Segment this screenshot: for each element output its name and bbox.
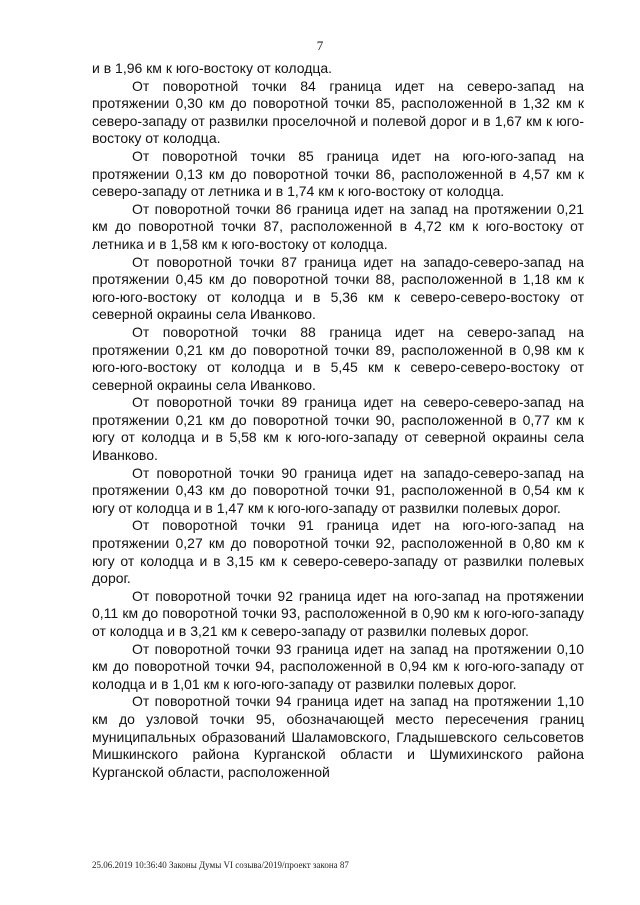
paragraph-point-84: От поворотной точки 84 граница идет на северо-запад на протяжении 0,30 км до поворотной точки 85, расположенной в 1,32 км к северо-западу от развилки проселочной и полевой дорог и в 1,67 км к юго-востоку от колодца.: [92, 77, 584, 147]
paragraph-point-94: От поворотной точки 94 граница идет на запад на протяжении 1,10 км до узловой точки 95, обозначающей место пересечения границ муниципальных образований Шаламовского, Гладышевского сельсоветов Мишкинского района Курганской области и Шумихинского района Курганской области, расположенной: [92, 693, 584, 780]
paragraph-continuation: и в 1,96 км к юго-востоку от колодца.: [92, 60, 333, 76]
document-footer: 25.06.2019 10:36:40 Законы Думы VI созыва/2019/проект закона 87: [92, 860, 349, 870]
paragraph-point-87: От поворотной точки 87 граница идет на западо-северо-запад на протяжении 0,45 км до поворотной точки 88, расположенной в 1,18 км к юго-юго-востоку от колодца и в 5,36 км к северо-северо-востоку от северной окраины села Иванково.: [92, 253, 584, 323]
paragraph-point-93: От поворотной точки 93 граница идет на запад на протяжении 0,10 км до поворотной точки 94, расположенной в 0,94 км к юго-юго-западу от колодца и в 1,01 км к юго-юго-западу от развилки полевых дорог.: [92, 640, 584, 692]
paragraph-point-90: От поворотной точки 90 граница идет на западо-северо-запад на протяжении 0,43 км до поворотной точки 91, расположенной в 0,54 км к югу от колодца и в 1,47 км к юго-юго-западу от развилки полевых дорог.: [92, 464, 584, 516]
paragraph-point-88: От поворотной точки 88 граница идет на северо-запад на протяжении 0,21 км до поворотной точки 89, расположенной в 0,98 км к юго-юго-востоку от колодца и в 5,45 км к северо-северо-востоку от северной окраины села Иванково.: [92, 323, 584, 393]
paragraph-point-89: От поворотной точки 89 граница идет на северо-северо-запад на протяжении 0,21 км до поворотной точки 90, расположенной в 0,77 км к югу от колодца и в 5,58 км к юго-юго-западу от северной окраины села Иванково.: [92, 394, 584, 464]
page-number: 7: [316, 38, 324, 53]
paragraph-point-86: От поворотной точки 86 граница идет на запад на протяжении 0,21 км до поворотной точки 87, расположенной в 4,72 км к юго-востоку от летника и в 1,58 км к юго-востоку от колодца.: [92, 200, 584, 252]
paragraph-point-92: От поворотной точки 92 граница идет на юго-запад на протяжении 0,11 км до поворотной точки 93, расположенной в 0,90 км к юго-юго-западу от колодца и в 3,21 км к северо-западу от развилки полевых дорог.: [92, 587, 584, 639]
paragraph-point-85: От поворотной точки 85 граница идет на юго-юго-запад на протяжении 0,13 км до поворотной точки 86, расположенной в 4,57 км к северо-западу от летника и в 1,74 км к юго-востоку от колодца.: [92, 147, 584, 200]
document-body: [92, 60, 584, 781]
paragraph-point-91: От поворотной точки 91 граница идет на юго-юго-запад на протяжении 0,27 км до поворотной точки 92, расположенной в 0,80 км к югу от колодца и в 3,15 км к северо-северо-западу от развилки полевых дорог.: [92, 517, 584, 587]
